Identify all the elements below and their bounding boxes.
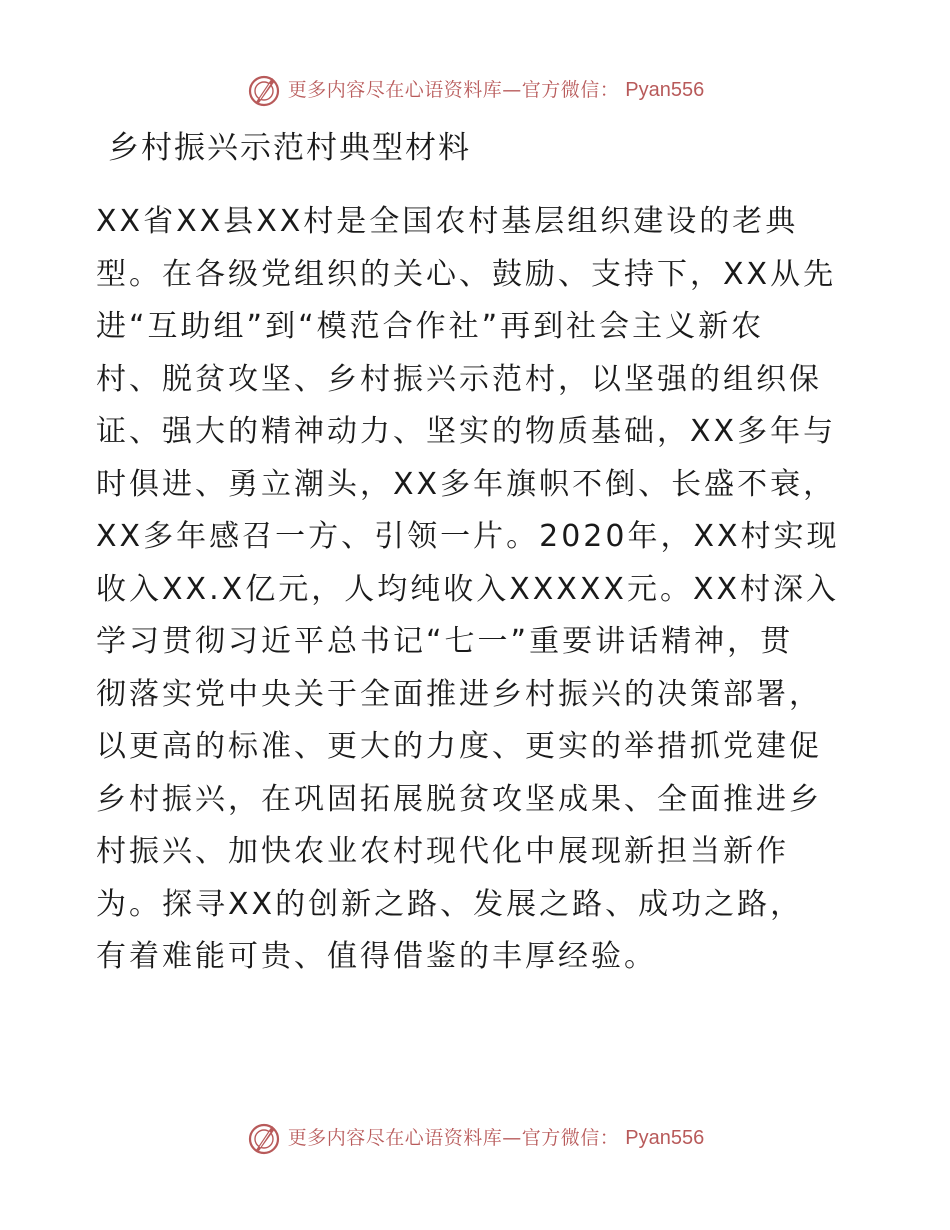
- page-header: [0, 70, 950, 110]
- body-line: 村振兴、加快农业农村现代化中展现新担当新作: [96, 834, 789, 869]
- body-line: 学习贯彻习近平总书记“七一”重要讲话精神，贯: [96, 624, 794, 659]
- body-line: 型。在各级党组织的关心、鼓励、支持下，XX从先: [96, 256, 837, 292]
- footer-banner-text: 更多内容尽在心语资料库—官方微信：: [287, 1126, 620, 1149]
- header-banner-text: 更多内容尽在心语资料库—官方微信：: [287, 78, 620, 101]
- body-line: 村、脱贫攻坚、乡村振兴示范村，以坚强的组织保: [96, 361, 822, 397]
- body-line: 彻落实党中央关于全面推进乡村振兴的决策部署，: [96, 676, 822, 712]
- body-line: 证、强大的精神动力、坚实的物质基础，XX多年与: [96, 414, 837, 449]
- body-line: XX多年感召一方、引领一片。2020年，XX村实现: [96, 519, 840, 554]
- footer-wechat-id: Pyan556: [625, 1127, 705, 1149]
- feather-pen-icon: [246, 1120, 282, 1156]
- page-footer: [0, 1118, 950, 1158]
- document-body: [96, 196, 866, 984]
- body-line: 为。探寻XX的创新之路、发展之路、成功之路，: [96, 886, 804, 922]
- footer-banner: [246, 1120, 704, 1156]
- body-line: 进“互助组”到“模范合作社”再到社会主义新农: [96, 309, 765, 344]
- feather-pen-icon: [246, 72, 282, 108]
- header-banner: [246, 72, 704, 108]
- document-title: 乡村振兴示范村典型材料: [108, 130, 471, 166]
- header-wechat-id: Pyan556: [625, 79, 705, 101]
- body-line: 收入XX.X亿元，人均纯收入XXXXX元。XX村深入: [96, 571, 840, 607]
- body-line: XX省XX县XX村是全国农村基层组织建设的老典: [96, 204, 799, 239]
- body-line: 乡村振兴，在巩固拓展脱贫攻坚成果、全面推进乡: [96, 781, 822, 817]
- body-line: 时俱进、勇立潮头，XX多年旗帜不倒、长盛不衰，: [96, 466, 837, 502]
- body-line: 有着难能可贵、值得借鉴的丰厚经验。: [96, 939, 657, 974]
- body-line: 以更高的标准、更大的力度、更实的举措抓党建促: [96, 729, 822, 764]
